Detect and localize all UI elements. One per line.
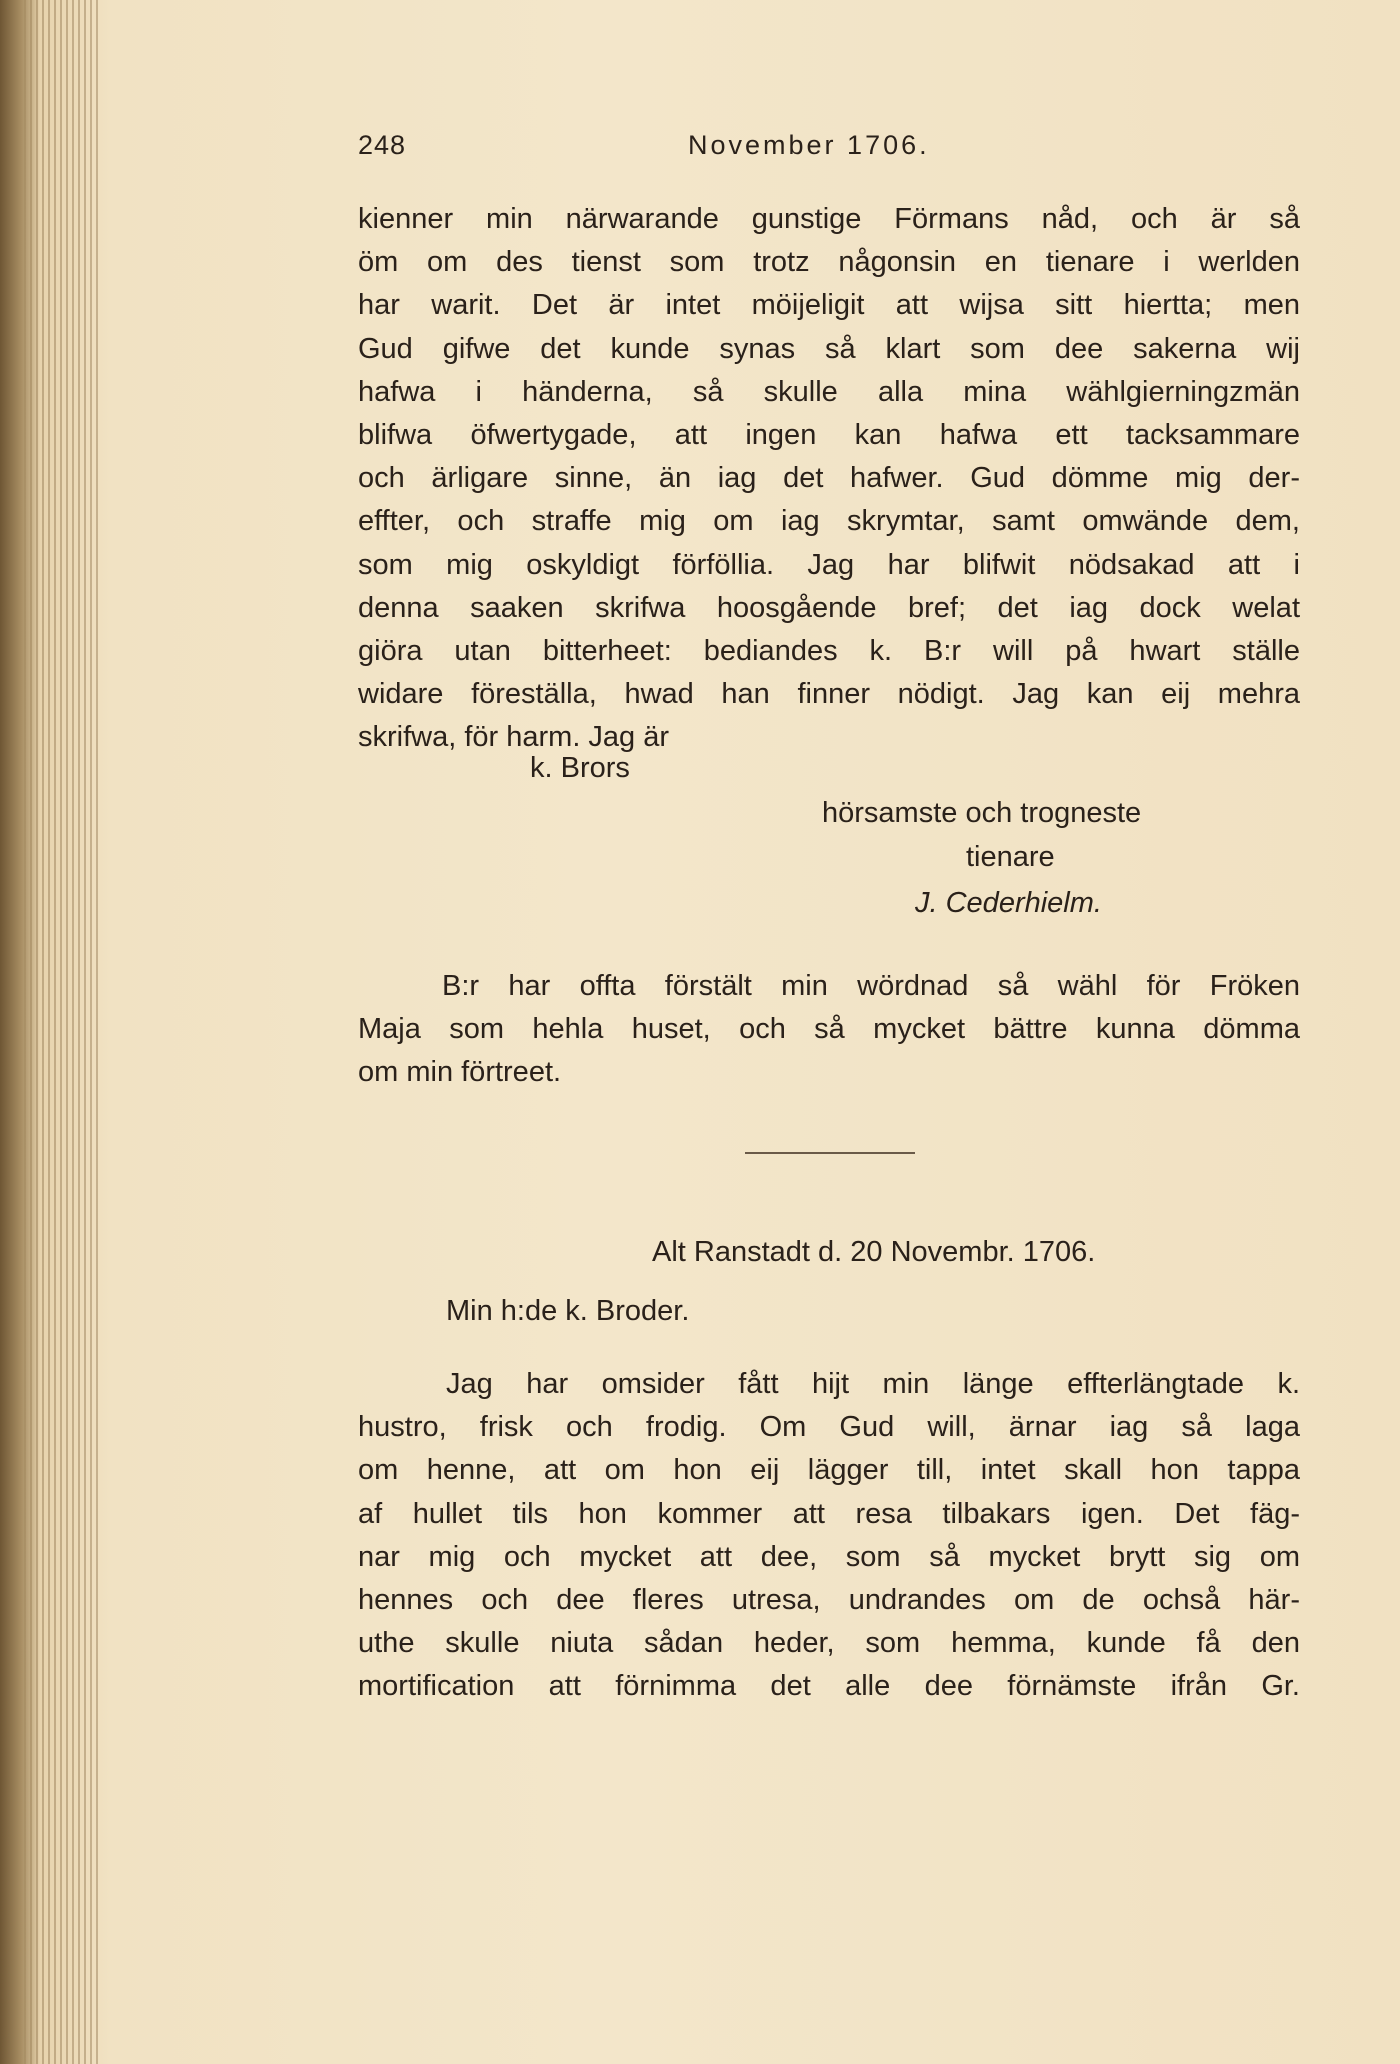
text-line: och ärligare sinne, än iag det hafwer. Gud dömme mig der- bbox=[358, 462, 1300, 495]
text-line: skrifwa, för harm. Jag är bbox=[358, 721, 670, 754]
text-line: widare föreställa, hwad han finner nödigt. Jag kan eij mehra bbox=[358, 678, 1300, 711]
text-line: Gud gifwe det kunde synas så klart som dee sakerna wij bbox=[358, 332, 1300, 365]
text-line: kienner min närwarande gunstige Förmans nåd, och är så bbox=[358, 203, 1300, 235]
text-line: af hullet tils hon kommer att resa tilbakars igen. Det fäg- bbox=[358, 1497, 1300, 1530]
letter2-body bbox=[358, 1363, 1300, 1709]
text-line: om henne, att om hon eij lägger till, intet skall hon tappa bbox=[358, 1454, 1300, 1487]
text-line: mortification att förnimma det alle dee förnämste ifrån Gr. bbox=[358, 1670, 1300, 1703]
postscript bbox=[358, 965, 1300, 1095]
text-line: blifwa öfwertygade, att ingen kan hafwa ett tacksammare bbox=[358, 418, 1300, 451]
text-line: B:r har offta förstält min wördnad så wähl för Fröken bbox=[442, 970, 1300, 1002]
closing-line-3: tienare bbox=[966, 841, 1055, 873]
text-line: nar mig och mycket att dee, som så mycket brytt sig om bbox=[358, 1540, 1300, 1573]
text-line: effter, och straffe mig om iag skrymtar, samt omwände dem, bbox=[358, 505, 1300, 538]
page-binding-shadow bbox=[0, 0, 40, 2064]
text-line: giöra utan bitterheet: bediandes k. B:r will på hwart ställe bbox=[358, 634, 1300, 667]
text-line: öm om des tienst som trotz någonsin en tienare i werlden bbox=[358, 246, 1300, 279]
signature: J. Cederhielm. bbox=[915, 887, 1102, 919]
text-line: om min förtreet. bbox=[358, 1056, 562, 1089]
page-number: 248 bbox=[358, 130, 407, 160]
text-line: som mig oskyldigt förföllia. Jag har blifwit nödsakad att i bbox=[358, 548, 1300, 581]
letter1-body bbox=[358, 198, 1300, 759]
page-header bbox=[358, 130, 1298, 170]
text-line: hafwa i händerna, så skulle alla mina wählgierningzmän bbox=[358, 375, 1300, 408]
text-line: uthe skulle niuta sådan heder, som hemma, kunde få den bbox=[358, 1627, 1300, 1660]
closing-line-1: k. Brors bbox=[530, 752, 630, 784]
section-divider bbox=[745, 1152, 915, 1154]
text-line: har warit. Det är intet möijeligit att wijsa sitt hiertta; men bbox=[358, 289, 1300, 322]
text-line: Jag har omsider fått hijt min länge effterlängtade k. bbox=[446, 1368, 1300, 1400]
text-line: denna saaken skrifwa hoosgående bref; det iag dock welat bbox=[358, 591, 1300, 624]
text-line: hustro, frisk och frodig. Om Gud will, ärnar iag så laga bbox=[358, 1411, 1300, 1444]
text-line: hennes och dee fleres utresa, undrandes om de ochså här- bbox=[358, 1583, 1300, 1616]
text-line: Maja som hehla huset, och så mycket bättre kunna dömma bbox=[358, 1013, 1300, 1046]
letter2-dateline: Alt Ranstadt d. 20 Novembr. 1706. bbox=[652, 1236, 1096, 1268]
running-title: November 1706. bbox=[688, 130, 930, 160]
closing-line-2: hörsamste och trogneste bbox=[822, 797, 1142, 829]
letter2-salutation: Min h:de k. Broder. bbox=[446, 1295, 690, 1327]
